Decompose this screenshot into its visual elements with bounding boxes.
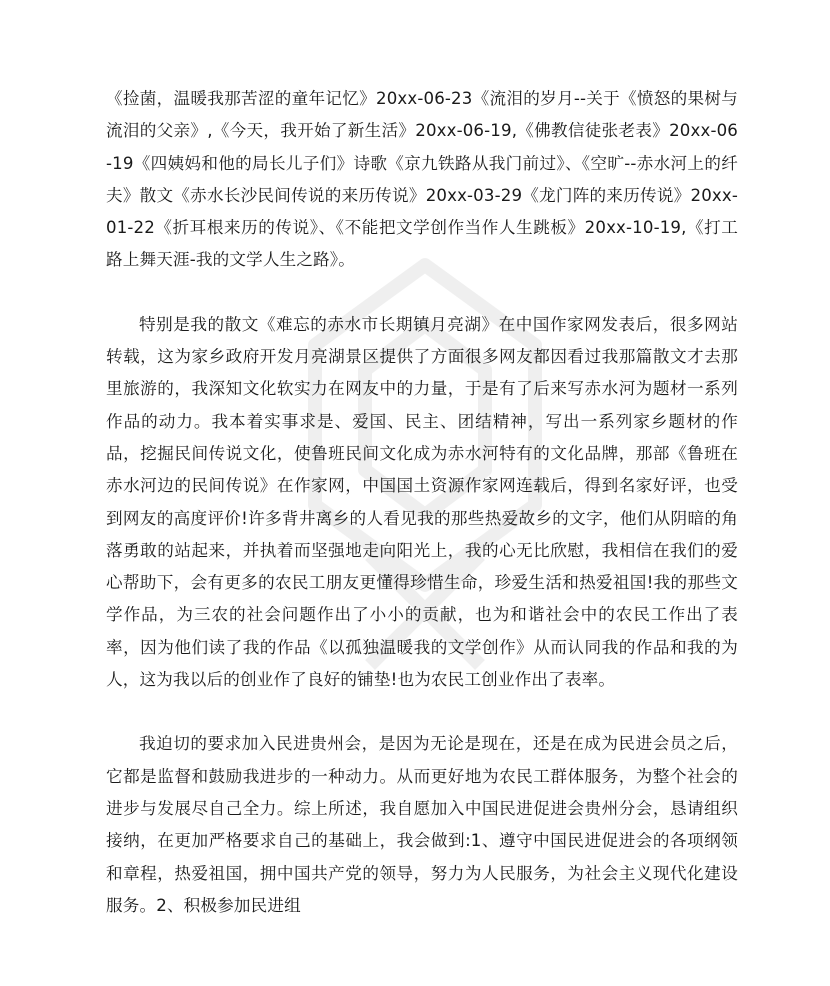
paragraph-works-list: 《捡菌，温暖我那苦涩的童年记忆》20xx-06-23《流泪的岁月--关于《愤怒的果树与流泪的父亲》,《今天，我开始了新生活》20xx-06-19,《佛教信徒张老表》20xx-06-19《四姨妈和他的局长儿子们》诗歌《京九铁路从我门前过》、《空旷--赤水河上的纤夫》散文《赤水长沙民间传说的来历传说》20xx-03-29《龙门阵的来历传说》20xx-01-22《折耳根来历的传说》、《不能把文学创作当作人生跳板》20xx-10-19,《打工路上舞天涯-我的文学人生之路》。 (106, 89, 738, 270)
document-body (106, 83, 738, 922)
paragraph-prose-impact: 特别是我的散文《难忘的赤水市长期镇月亮湖》在中国作家网发表后，很多网站转载，这为家乡政府开发月亮湖景区提供了方面很多网友都因看过我那篇散文才去那里旅游的，我深知文化软实力在网友中的力量，于是有了后来写赤水河为题材一系列作品的动力。我本着实事求是、爱国、民主、团结精神，写出一系列家乡题材的作品，挖掘民间传说文化，使鲁班民间文化成为赤水河特有的文化品牌，那部《鲁班在赤水河边的民间传说》在作家网，中国国土资源作家网连载后，得到名家好评，也受到网友的高度评价!许多背井离乡的人看见我的那些热爱故乡的文字，他们从阴暗的角落勇敢的站起来，并执着而坚强地走向阳光上，我的心无比欣慰，我相信在我们的爱心帮助下，会有更多的农民工朋友更懂得珍惜生命，珍爱生活和热爱祖国!我的那些文学作品，为三农的社会问题作出了小小的贡献，也为和谐社会中的农民工作出了表率，因为他们读了我的作品《以孤独温暖我的文学创作》从而认同我的作品和我的为人，这为我以后的创业作了良好的铺垫!也为农民工创业作出了表率。 (106, 314, 738, 690)
paragraph-membership-request: 我迫切的要求加入民进贵州会，是因为无论是现在，还是在成为民进会员之后，它都是监督和鼓励我进步的一种动力。从而更好地为农民工群体服务，为整个社会的进步与发展尽自己全力。综上所述，我自愿加入中国民进促进会贵州分会，恳请组织接纳，在更加严格要求自己的基础上，我会做到:1、遵守中国民进促进会的各项纲领和章程，热爱祖国，拥中国共产党的领导，努力为人民服务，为社会主义现代化建设服务。2、积极参加民进组 (106, 734, 738, 915)
